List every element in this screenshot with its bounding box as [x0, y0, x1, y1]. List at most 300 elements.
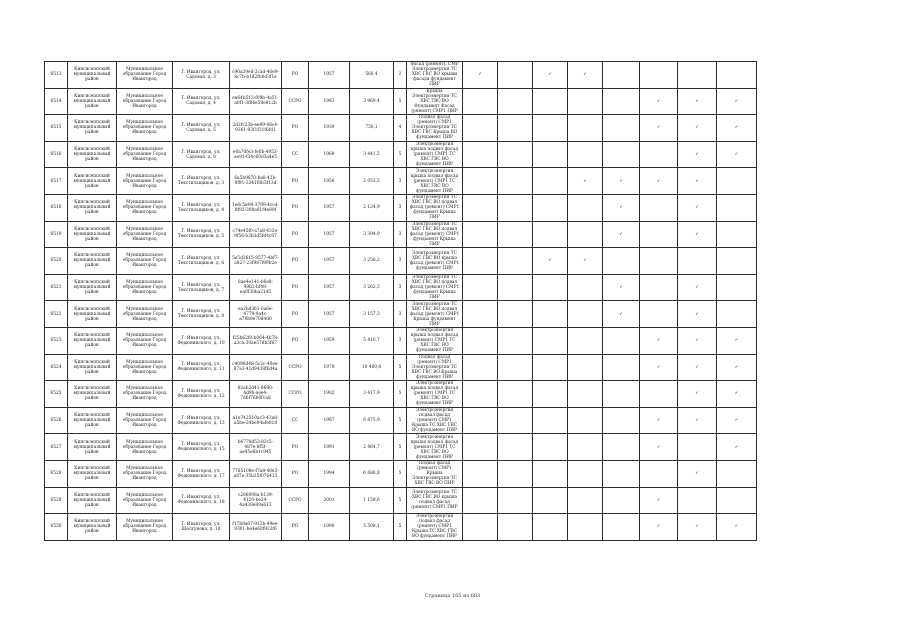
checkmark-icon: ✓ — [734, 524, 739, 530]
municipality-cell: Муниципальное образование Город Ивангород — [117, 434, 173, 461]
checkmark-icon: ✓ — [656, 98, 661, 104]
work-flag-cell — [678, 115, 717, 142]
row-number: 6518 — [45, 194, 68, 221]
works-cell: Крыша Электроэнергия ТС ХВС ГВС ВО Фундамент Фасад (ремонт) СМР1 ПИР — [407, 88, 463, 115]
type-cell: РО — [282, 168, 309, 195]
work-flag-cell — [678, 221, 717, 248]
work-flag-cell — [717, 221, 757, 248]
work-flag-cell — [678, 460, 717, 487]
address-cell: Г. Ивангород, ул. Текстильщиков, д. 5 — [173, 221, 230, 248]
work-flag-cell — [717, 194, 757, 221]
type-cell: РО — [282, 62, 309, 89]
area-cell: 3 969,4 — [350, 88, 394, 115]
work-flag-cell — [498, 168, 533, 195]
work-flag-cell — [463, 487, 498, 514]
fias-code-cell: ea64b513-f09b-4a51-a0f1-3f86e50e812b — [230, 88, 282, 115]
table-row — [45, 407, 757, 434]
works-cell: Подвал фасад (ремонт) СМР1 Электроэнергия ТС ХВС ГВС Крыша ВО фундамент ПИР — [407, 115, 463, 142]
year-cell: 1957 — [309, 194, 350, 221]
type-cell: РО — [282, 327, 309, 354]
district-cell: Кингисеппский муниципальный район — [68, 381, 117, 408]
year-cell: 1969 — [309, 141, 350, 168]
row-number: 6527 — [45, 434, 68, 461]
fias-code-cell: 7785108e-f7a8-40e3-a87e-35b25f076413 — [230, 460, 282, 487]
checkmark-icon: ✓ — [695, 311, 699, 317]
count-cell: 3 — [394, 221, 407, 248]
work-flag-cell — [568, 434, 603, 461]
municipality-cell: Муниципальное образование Город Ивангород — [117, 301, 173, 328]
fias-code-cell: f25b62f0-b064-4b78-a3ca-39ae578b5f67 — [230, 327, 282, 354]
checkmark-icon: ✓ — [548, 72, 552, 78]
work-flag-cell — [463, 115, 498, 142]
checkmark-icon: ✓ — [695, 152, 699, 158]
work-flag-cell — [463, 274, 498, 301]
work-flag-cell — [603, 115, 640, 142]
works-cell: Электроэнергия подвал фасад (ремонт) СМР1 Крыша ТС ХВС ГВС ВО фундамент ПИР — [407, 514, 463, 541]
table-row — [45, 354, 757, 381]
checkmark-icon: ✓ — [695, 418, 699, 424]
work-flag-cell — [640, 434, 678, 461]
work-flag-cell — [568, 194, 603, 221]
type-cell: РО — [282, 514, 309, 541]
work-flag-cell — [568, 301, 603, 328]
fias-code-cell: f17b9a07-912b-49ee-9301-be4e60f923f6 — [230, 514, 282, 541]
checkmark-icon: ✓ — [548, 258, 552, 264]
work-flag-cell — [640, 327, 678, 354]
checkmark-icon: ✓ — [656, 338, 661, 344]
fias-code-cell: c206098a-b139-4120-be24-4a438e89a613 — [230, 487, 282, 514]
work-flag-cell — [603, 274, 640, 301]
table-row — [45, 221, 757, 248]
table-body — [45, 62, 757, 541]
work-flag-cell — [603, 194, 640, 221]
work-flag-cell — [463, 407, 498, 434]
checkmark-icon: ✓ — [734, 338, 739, 344]
type-cell: РО — [282, 248, 309, 275]
count-cell: 3 — [394, 301, 407, 328]
district-cell: Кингисеппский муниципальный район — [68, 434, 117, 461]
municipality-cell: Муниципальное образование Город Ивангород — [117, 487, 173, 514]
area-cell: 2 124,9 — [350, 194, 394, 221]
work-flag-cell — [640, 141, 678, 168]
work-flag-cell — [717, 168, 757, 195]
district-cell: Кингисеппский муниципальный район — [68, 115, 117, 142]
work-flag-cell — [717, 62, 757, 89]
area-cell: 5 410,7 — [350, 327, 394, 354]
works-cell: Электроэнергия ТС ХВС ГВС ВО подвал фасад (ремонт) СМР1 Крыша фундамент ПИР — [407, 301, 463, 328]
work-flag-cell — [603, 88, 640, 115]
checkmark-icon: ✓ — [734, 98, 739, 104]
area-cell: 6 875,9 — [350, 407, 394, 434]
area-cell: 2 464,7 — [350, 434, 394, 461]
table-row — [45, 434, 757, 461]
work-flag-cell — [603, 248, 640, 275]
year-cell: 1994 — [309, 460, 350, 487]
municipality-cell: Муниципальное образование Город Ивангород — [117, 327, 173, 354]
work-flag-cell — [678, 194, 717, 221]
work-flag-cell — [463, 354, 498, 381]
year-cell: 1983 — [309, 88, 350, 115]
type-cell: РО — [282, 194, 309, 221]
count-cell: 5 — [394, 434, 407, 461]
fias-code-cell: 8ae4e141-b6a8-49b2-bf48-ea0f39ba2145 — [230, 274, 282, 301]
work-flag-cell — [533, 141, 568, 168]
year-cell: 1956 — [309, 168, 350, 195]
table-row — [45, 487, 757, 514]
work-flag-cell — [463, 194, 498, 221]
works-cell: Подвал фасад (ремонт) СМР1 Крыша Электроэнергия ТС ХВС ГВС ВО ПИР — [407, 460, 463, 487]
checkmark-icon: ✓ — [656, 497, 661, 503]
address-cell: Г. Ивангород, ул. Садовая, д. 5 — [173, 115, 230, 142]
area-cell: 3 441,5 — [350, 141, 394, 168]
checkmark-icon: ✓ — [656, 444, 661, 450]
checkmark-icon: ✓ — [734, 364, 739, 370]
district-cell: Кингисеппский муниципальный район — [68, 88, 117, 115]
checkmark-icon: ✓ — [478, 72, 482, 78]
checkmark-icon: ✓ — [619, 231, 623, 237]
address-cell: Г. Ивангород, ул. Текстильщиков, д. 8 — [173, 301, 230, 328]
checkmark-icon: ✓ — [695, 125, 699, 131]
work-flag-cell — [640, 62, 678, 89]
work-flag-cell — [678, 62, 717, 89]
checkmark-icon: ✓ — [695, 285, 699, 291]
address-cell: Г. Ивангород, ул. Садовая, д. 8 — [173, 141, 230, 168]
table-row — [45, 301, 757, 328]
row-number: 6514 — [45, 88, 68, 115]
work-flag-cell — [717, 327, 757, 354]
municipality-cell: Муниципальное образование Город Ивангород — [117, 168, 173, 195]
row-number: 6517 — [45, 168, 68, 195]
checkmark-icon: ✓ — [695, 98, 699, 104]
work-flag-cell — [603, 301, 640, 328]
work-flag-cell — [603, 141, 640, 168]
table-row — [45, 194, 757, 221]
municipality-cell: Муниципальное образование Город Ивангород — [117, 354, 173, 381]
address-cell: Г. Ивангород, ул. Текстильщиков, д. 7 — [173, 274, 230, 301]
checkmark-icon: ✓ — [695, 205, 699, 211]
work-flag-cell — [568, 381, 603, 408]
fias-code-cell: c4096d48-5c2c-40ee-87a3-41d9438f6d4a — [230, 354, 282, 381]
work-flag-cell — [533, 168, 568, 195]
district-cell: Кингисеппский муниципальный район — [68, 62, 117, 89]
type-cell: ССРО — [282, 88, 309, 115]
work-flag-cell — [463, 62, 498, 89]
area-cell: 10 460,8 — [350, 354, 394, 381]
work-flag-cell — [568, 62, 603, 89]
work-flag-cell — [568, 487, 603, 514]
works-cell: Электроэнергия крыша подвал фасад (ремонт) СМР1 ТС ХВС ГВС ВО фундамент ПИР — [407, 381, 463, 408]
table-row — [45, 514, 757, 541]
checkmark-icon: ✓ — [734, 418, 739, 424]
work-flag-cell — [640, 88, 678, 115]
work-flag-cell — [463, 514, 498, 541]
type-cell: РО — [282, 460, 309, 487]
count-cell: 5 — [394, 514, 407, 541]
work-flag-cell — [568, 274, 603, 301]
year-cell: 1957 — [309, 248, 350, 275]
work-flag-cell — [717, 301, 757, 328]
type-cell: ССРО — [282, 354, 309, 381]
area-cell: 560,4 — [350, 62, 394, 89]
fias-code-cell: ea2bd361-0a6e-4779-9a4c-a78b9e70d4d0 — [230, 301, 282, 328]
work-flag-cell — [463, 434, 498, 461]
municipality-cell: Муниципальное образование Город Ивангород — [117, 115, 173, 142]
address-cell: Г. Ивангород, ул. Федюнинского, д. 17 — [173, 460, 230, 487]
checkmark-icon: ✓ — [695, 471, 699, 477]
district-cell: Кингисеппский муниципальный район — [68, 354, 117, 381]
municipality-cell: Муниципальное образование Город Ивангород — [117, 62, 173, 89]
count-cell: 5 — [394, 354, 407, 381]
municipality-cell: Муниципальное образование Город Ивангород — [117, 274, 173, 301]
count-cell: 4 — [394, 115, 407, 142]
work-flag-cell — [603, 434, 640, 461]
municipality-cell: Муниципальное образование Город Ивангород — [117, 514, 173, 541]
year-cell: 1982 — [309, 381, 350, 408]
checkmark-icon: ✓ — [734, 125, 739, 131]
row-number: 6521 — [45, 274, 68, 301]
row-number: 6523 — [45, 327, 68, 354]
checkmark-icon: ✓ — [695, 391, 699, 397]
fias-code-cell: a1e7425f-0ac3-43a8-a5be-24be94afe818 — [230, 407, 282, 434]
row-number: 6519 — [45, 221, 68, 248]
address-cell: Г. Ивангород, ул. Федюнинского, д. 11 — [173, 354, 230, 381]
year-cell: 1957 — [309, 301, 350, 328]
works-cell: Электроэнергия крыша подвал фасад (ремонт) СМР1 ТС ХВС ГВС ВО фундамент ПИР — [407, 168, 463, 195]
work-flag-cell — [568, 327, 603, 354]
checkmark-icon: ✓ — [583, 72, 587, 78]
address-cell: Г. Ивангород, ул. Федюнинского, д. 12 — [173, 381, 230, 408]
area-cell: 5 508,1 — [350, 514, 394, 541]
fias-code-cell: 1e6c5e94-3799-4ccd-8f92-308a01f4e89f — [230, 194, 282, 221]
works-cell: Электроэнергия ТС ХВС ГВС ВО подвал фасад (ремонт) СМР1 фундамент Крыша ПИР — [407, 221, 463, 248]
work-flag-cell — [533, 407, 568, 434]
type-cell: РО — [282, 301, 309, 328]
work-flag-cell — [498, 62, 533, 89]
work-flag-cell — [498, 274, 533, 301]
fias-code-cell: 6a5b9870-ba0-42b-9f91-3341f0b3f13d — [230, 168, 282, 195]
district-cell: Кингисеппский муниципальный район — [68, 327, 117, 354]
table-row — [45, 115, 757, 142]
work-flag-cell — [603, 168, 640, 195]
work-flag-cell — [678, 354, 717, 381]
work-flag-cell — [463, 327, 498, 354]
municipality-cell: Муниципальное образование Город Ивангород — [117, 88, 173, 115]
work-flag-cell — [498, 381, 533, 408]
work-flag-cell — [717, 88, 757, 115]
work-flag-cell — [603, 487, 640, 514]
work-flag-cell — [568, 514, 603, 541]
year-cell: 2001 — [309, 487, 350, 514]
year-cell: 1959 — [309, 327, 350, 354]
work-flag-cell — [603, 221, 640, 248]
work-flag-cell — [717, 487, 757, 514]
row-number: 6528 — [45, 460, 68, 487]
works-cell: Фасад (ремонт), СМР Электроэнергия ТС ХВС ГВС ВО крыши фасада фундамент ПИР — [407, 62, 463, 89]
work-flag-cell — [568, 88, 603, 115]
work-flag-cell — [533, 88, 568, 115]
work-flag-cell — [640, 221, 678, 248]
work-flag-cell — [463, 248, 498, 275]
count-cell: 5 — [394, 487, 407, 514]
district-cell: Кингисеппский муниципальный район — [68, 301, 117, 328]
area-cell: 6 686,8 — [350, 460, 394, 487]
work-flag-cell — [717, 274, 757, 301]
work-flag-cell — [533, 221, 568, 248]
year-cell: 1990 — [309, 514, 350, 541]
page-footer: Страница 165 из 683 — [424, 593, 481, 599]
work-flag-cell — [463, 168, 498, 195]
work-flag-cell — [603, 327, 640, 354]
type-cell: РО — [282, 274, 309, 301]
work-flag-cell — [678, 141, 717, 168]
work-flag-cell — [640, 514, 678, 541]
address-cell: Г. Ивангород, ул. Текстильщиков, д. 3 — [173, 168, 230, 195]
table-row — [45, 88, 757, 115]
work-flag-cell — [498, 354, 533, 381]
count-cell: 5 — [394, 407, 407, 434]
checkmark-icon: ✓ — [734, 444, 739, 450]
count-cell: 3 — [394, 168, 407, 195]
checkmark-icon: ✓ — [656, 125, 661, 131]
address-cell: Г. Ивангород, ул. Шелгунова, д. 10 — [173, 514, 230, 541]
work-flag-cell — [603, 62, 640, 89]
work-flag-cell — [640, 407, 678, 434]
municipality-cell: Муниципальное образование Город Ивангород — [117, 141, 173, 168]
work-flag-cell — [533, 301, 568, 328]
year-cell: 1939 — [309, 115, 350, 142]
row-number: 6513 — [45, 62, 68, 89]
work-flag-cell — [678, 88, 717, 115]
work-flag-cell — [678, 168, 717, 195]
district-cell: Кингисеппский муниципальный район — [68, 194, 117, 221]
work-flag-cell — [640, 487, 678, 514]
table-row — [45, 460, 757, 487]
work-flag-cell — [463, 301, 498, 328]
work-flag-cell — [717, 248, 757, 275]
work-flag-cell — [603, 407, 640, 434]
checkmark-icon: ✓ — [656, 418, 661, 424]
work-flag-cell — [463, 460, 498, 487]
count-cell: 5 — [394, 141, 407, 168]
work-flag-cell — [640, 248, 678, 275]
work-flag-cell — [568, 460, 603, 487]
type-cell: РО — [282, 221, 309, 248]
work-flag-cell — [533, 115, 568, 142]
works-cell: Электроэнергия ТС ХВС ГВС ВО крыша подвал фасад (ремонт) СМР1 ПИР — [407, 487, 463, 514]
type-cell: ССРО — [282, 487, 309, 514]
checkmark-icon: ✓ — [619, 178, 623, 184]
address-cell: Г. Ивангород, ул. Федюнинского, д. 10 — [173, 327, 230, 354]
year-cell: 1957 — [309, 274, 350, 301]
type-cell: СС — [282, 407, 309, 434]
district-cell: Кингисеппский муниципальный район — [68, 141, 117, 168]
row-number: 6522 — [45, 301, 68, 328]
work-flag-cell — [717, 141, 757, 168]
work-flag-cell — [533, 354, 568, 381]
area-cell: 1 159,6 — [350, 487, 394, 514]
work-flag-cell — [568, 407, 603, 434]
work-flag-cell — [498, 301, 533, 328]
buildings-table — [44, 61, 757, 541]
district-cell: Кингисеппский муниципальный район — [68, 168, 117, 195]
table-row — [45, 248, 757, 275]
count-cell: 5 — [394, 460, 407, 487]
work-flag-cell — [717, 434, 757, 461]
municipality-cell: Муниципальное образование Город Ивангород — [117, 194, 173, 221]
row-number: 6526 — [45, 407, 68, 434]
work-flag-cell — [603, 354, 640, 381]
work-flag-cell — [640, 274, 678, 301]
work-flag-cell — [533, 434, 568, 461]
district-cell: Кингисеппский муниципальный район — [68, 248, 117, 275]
table-row — [45, 141, 757, 168]
district-cell: Кингисеппский муниципальный район — [68, 460, 117, 487]
area-cell: 3 157,3 — [350, 301, 394, 328]
work-flag-cell — [568, 221, 603, 248]
type-cell: СС — [282, 141, 309, 168]
work-flag-cell — [463, 141, 498, 168]
work-flag-cell — [498, 327, 533, 354]
address-cell: Г. Ивангород, ул. Садовая, д. 4 — [173, 88, 230, 115]
work-flag-cell — [533, 327, 568, 354]
address-cell: Г. Ивангород, ул. Текстильщиков, д. 6 — [173, 248, 230, 275]
checkmark-icon: ✓ — [695, 231, 699, 237]
work-flag-cell — [678, 434, 717, 461]
fias-code-cell: 2d2fc23b-ee99-48c4-9361-93f1f31f6fd1 — [230, 115, 282, 142]
municipality-cell: Муниципальное образование Город Ивангород — [117, 460, 173, 487]
works-cell: Электроэнергия крыша подвал фасад (ремонт) СМР1 ТС ХВС ГВС ВО фундамент ПИР — [407, 327, 463, 354]
work-flag-cell — [498, 141, 533, 168]
work-flag-cell — [717, 381, 757, 408]
checkmark-icon: ✓ — [695, 524, 699, 530]
works-cell: Электроэнергия крыша подвал фасад (ремонт) СМР1 ТС ХВС ГВС ВО фундамент ПИР — [407, 434, 463, 461]
work-flag-cell — [533, 487, 568, 514]
work-flag-cell — [498, 194, 533, 221]
work-flag-cell — [463, 381, 498, 408]
address-cell: Г. Ивангород, ул. Садовая, д. 3 — [173, 62, 230, 89]
row-number: 6525 — [45, 381, 68, 408]
municipality-cell: Муниципальное образование Город Ивангород — [117, 381, 173, 408]
works-cell: Электроэнергия подвал фасад (ремонт) СМР1 Крыша ТС ХВС ГВС ВО фундамент ПИР — [407, 407, 463, 434]
work-flag-cell — [533, 460, 568, 487]
address-cell: Г. Ивангород, ул. Текстильщиков, д. 4 — [173, 194, 230, 221]
checkmark-icon: ✓ — [619, 285, 623, 291]
work-flag-cell — [533, 381, 568, 408]
work-flag-cell — [717, 354, 757, 381]
fias-code-cell: c74e45f0-a7a8-432e-9f56-b3b3d5fd4c07 — [230, 221, 282, 248]
fias-code-cell: b6778d53-82c5-487e-8f5f-ae45e6b1c945 — [230, 434, 282, 461]
work-flag-cell — [463, 88, 498, 115]
area-cell: 3 394,9 — [350, 221, 394, 248]
work-flag-cell — [568, 168, 603, 195]
table-row — [45, 327, 757, 354]
district-cell: Кингисеппский муниципальный район — [68, 407, 117, 434]
work-flag-cell — [717, 115, 757, 142]
work-flag-cell — [498, 248, 533, 275]
year-cell: 1987 — [309, 407, 350, 434]
work-flag-cell — [568, 354, 603, 381]
municipality-cell: Муниципальное образование Город Ивангород — [117, 221, 173, 248]
checkmark-icon: ✓ — [734, 152, 739, 158]
fias-code-cell: e0a70fe3-fe0b-4953-ae91-f34c60d3a4e5 — [230, 141, 282, 168]
work-flag-cell — [678, 274, 717, 301]
work-flag-cell — [603, 381, 640, 408]
checkmark-icon: ✓ — [656, 178, 661, 184]
work-flag-cell — [678, 381, 717, 408]
district-cell: Кингисеппский муниципальный район — [68, 221, 117, 248]
address-cell: Г. Ивангород, ул. Федюнинского, д. 15 — [173, 434, 230, 461]
row-number: 6529 — [45, 487, 68, 514]
